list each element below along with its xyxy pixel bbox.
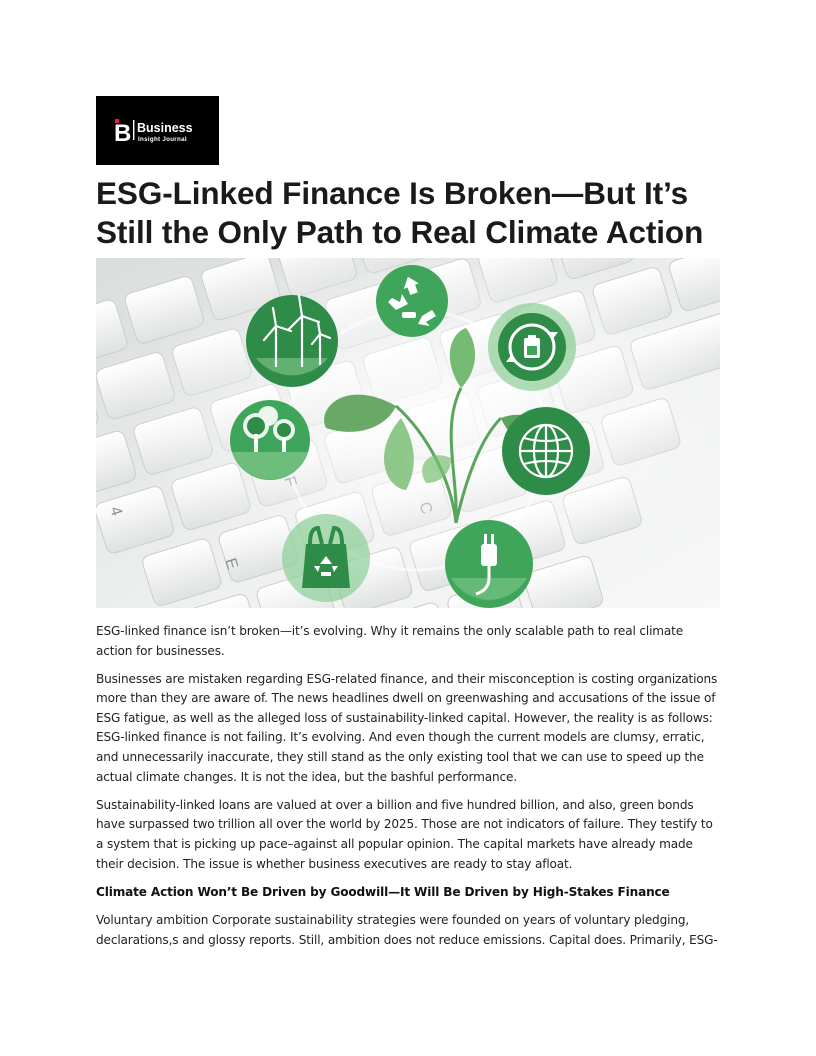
trees-icon <box>230 400 310 480</box>
article-title: ESG-Linked Finance Is Broken—But It’s Still the Only Path to Real Climate Action <box>96 175 704 250</box>
hero-image <box>96 258 720 608</box>
article-paragraph: Sustainability-linked loans are valued at over a billion and five hundred billion, and also, green bonds have surpassed two trillion all over the world by 2025. Those are not indicators of failure. They testify to a system that is picking up pace–against all popular opinion. The capital markets have already made their decision. The issue is whether business executives are ready to stay afloat. <box>96 797 713 871</box>
wind-turbines-icon <box>246 295 338 387</box>
recycle-icon <box>376 265 448 337</box>
plug-icon <box>445 520 533 608</box>
recycle-bag-icon <box>282 514 370 602</box>
brand-mark <box>114 119 131 147</box>
article-paragraph: Businesses are mistaken regarding ESG-related finance, and their misconception is costing organizations more than they are aware of. The news headlines dwell on greenwashing and accusations of the issue of ESG fatigue, as well as the alleged loss of sustainability-linked capital. However, the reality is as follows: ESG-linked finance is not failing. It’s evolving. And even though the current models are clumsy, erratic, and unnecessarily inaccurate, they still stand as the only existing tool that we can use to speed up the actual climate changes. It is not the idea, but the bashful performance. <box>96 671 718 784</box>
logo <box>96 96 219 165</box>
globe-icon <box>502 407 590 495</box>
brand-subtitle: Insight Journal <box>138 136 187 143</box>
svg-text:B: B <box>114 120 132 147</box>
article-lead: ESG-linked finance isn’t broken—it’s evolving. Why it remains the only scalable path to real climate action for businesses. <box>96 624 684 658</box>
battery-cycle-icon <box>488 303 576 391</box>
article-paragraph: Voluntary ambition Corporate sustainability strategies were founded on years of voluntary pledging, declarations,s and glossy reports. Still, ambition does not reduce emissions. Capital does. Primarily, ESG- <box>96 913 718 947</box>
section-heading: Climate Action Won’t Be Driven by Goodwill—It Will Be Driven by High-Stakes Finance <box>96 884 670 899</box>
article-body <box>96 622 722 959</box>
brand-name: Business <box>137 121 193 135</box>
brand-divider <box>133 120 134 140</box>
